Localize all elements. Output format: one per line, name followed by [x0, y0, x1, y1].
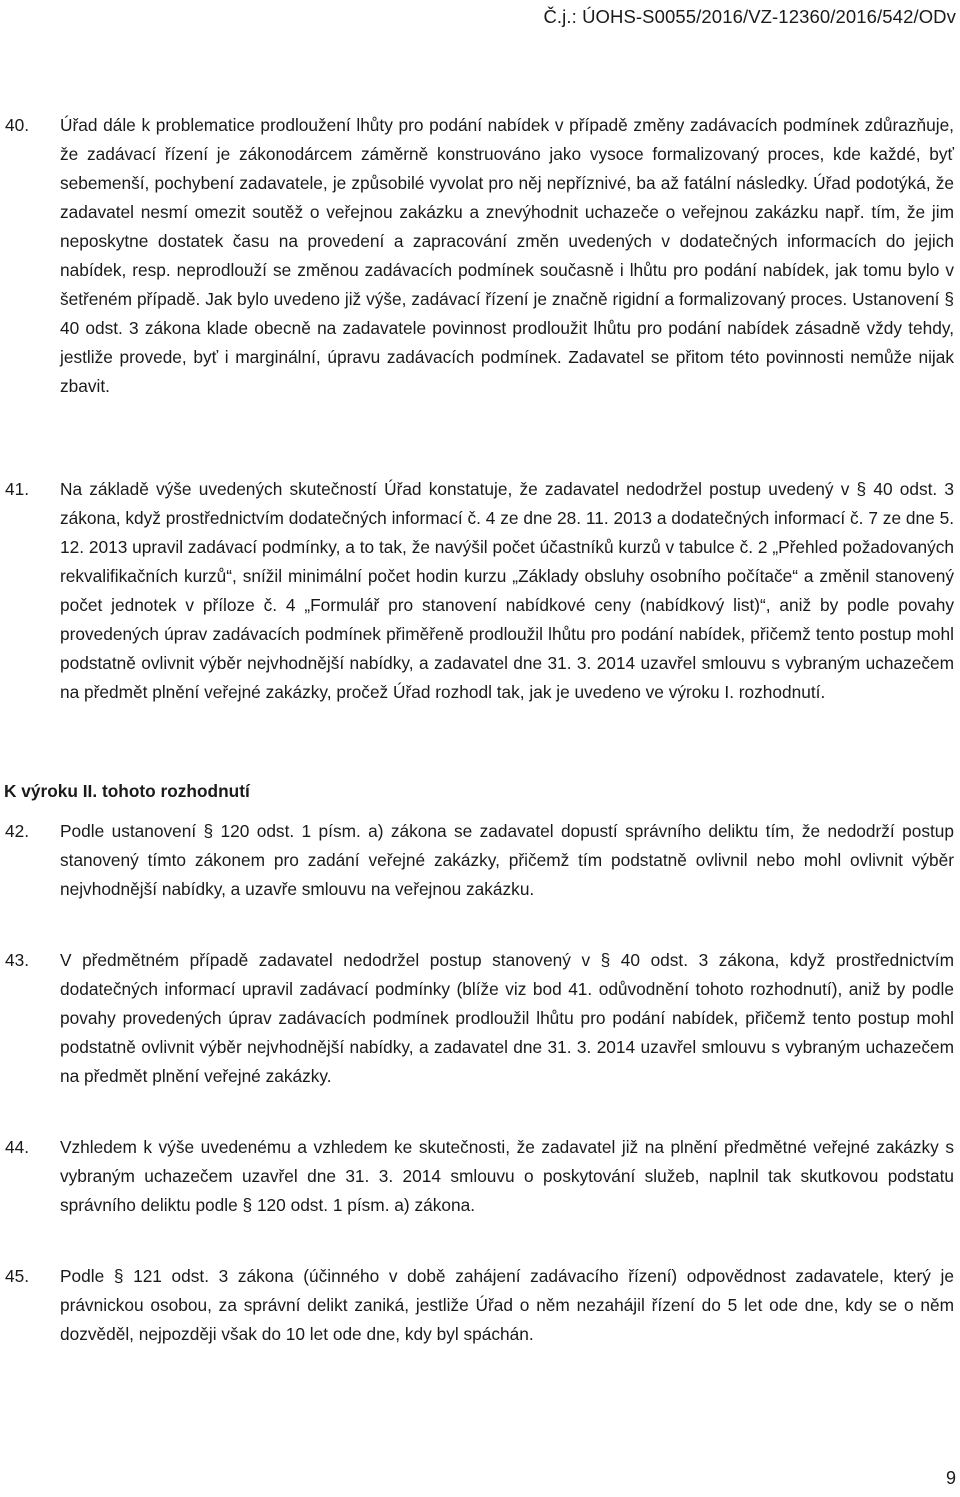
document-reference: Č.j.: ÚOHS-S0055/2016/VZ-12360/2016/542/ODv [543, 6, 956, 27]
paragraph-text: V předmětném případě zadavatel nedodržel postup stanovený v § 40 odst. 3 zákona, když prostřednictvím dodatečných informací upravil zadávací podmínky (blíže viz bod 41. odůvodnění tohoto rozhodnutí), aniž by podle povahy provedených úprav zadávacích podmínek prodloužil lhůtu pro podání nabídek, přičemž tento postup mohl podstatně ovlivnit výběr nejvhodnější nabídky, a zadavatel dne 31. 3. 2014 uzavřel smlouvu s vybraným uchazečem na předmět plnění veřejné zakázky. [60, 950, 954, 1086]
paragraph-number: 43. [5, 950, 30, 970]
paragraph-number: 41. [5, 479, 30, 499]
paragraph-text: Podle § 121 odst. 3 zákona (účinného v době zahájení zadávacího řízení) odpovědnost zadavatele, který je právnickou osobou, za správní delikt zaniká, jestliže Úřad o něm nezahájil řízení do 5 let ode dne, kdy se o něm dozvěděl, nejpozději však do 10 let ode dne, kdy byl spáchán. [60, 1266, 954, 1344]
paragraph-text: Podle ustanovení § 120 odst. 1 písm. a) zákona se zadavatel dopustí správního deliktu tím, že nedodrží postup stanovený tímto zákonem pro zadání veřejné zakázky, přičemž tím podstatně ovlivnil nebo mohl ovlivnit výběr nejvhodnější nabídky, a uzavře smlouvu na veřejnou zakázku. [60, 821, 954, 899]
paragraph-text: Vzhledem k výše uvedenému a vzhledem ke skutečnosti, že zadavatel již na plnění předmětné veřejné zakázky s vybraným uchazečem uzavřel dne 31. 3. 2014 smlouvu o poskytování služeb, naplnil tak skutkovou podstatu správního deliktu podle § 120 odst. 1 písm. a) zákona. [60, 1137, 954, 1215]
paragraph-number: 44. [5, 1137, 30, 1157]
paragraph-number: 42. [5, 821, 30, 841]
section-heading: K výroku II. tohoto rozhodnutí [4, 781, 250, 801]
page-number: 9 [945, 1468, 956, 1488]
paragraph-number: 40. [5, 115, 30, 135]
paragraph-number: 45. [5, 1266, 30, 1286]
paragraph-text: Na základě výše uvedených skutečností Úřad konstatuje, že zadavatel nedodržel postup uvedený v § 40 odst. 3 zákona, když prostřednictvím dodatečných informací č. 4 ze dne 28. 11. 2013 a dodatečných informací č. 7 ze dne 5. 12. 2013 upravil zadávací podmínky, a to tak, že navýšil počet účastníků kurzů v tabulce č. 2 „Přehled požadovaných rekvalifikačních kurzů“, snížil minimální počet hodin kurzu „Základy obsluhy osobního počítače“ a změnil stanovený počet jednotek v příloze č. 4 „Formulář pro stanovení nabídkové ceny (nabídkový list)“, aniž by podle povahy provedených úprav zadávacích podmínek přiměřeně prodloužil lhůtu pro podání nabídek, přičemž tento postup mohl podstatně ovlivnit výběr nejvhodnější nabídky, a zadavatel dne 31. 3. 2014 uzavřel smlouvu s vybraným uchazečem na předmět plnění veřejné zakázky, pročež Úřad rozhodl tak, jak je uvedeno ve výroku I. rozhodnutí. [60, 479, 954, 702]
paragraph-text: Úřad dále k problematice prodloužení lhůty pro podání nabídek v případě změny zadávacích podmínek zdůrazňuje, že zadávací řízení je zákonodárcem záměrně konstruováno jako vysoce formalizovaný proces, kde každé, byť sebemenší, pochybení zadavatele, je způsobilé vyvolat pro něj nepříznivé, ba až fatální následky. Úřad podotýká, že zadavatel nesmí omezit soutěž o veřejnou zakázku a znevýhodnit uchazeče o veřejnou zakázku např. tím, že jim neposkytne dostatek času na provedení a zapracování změn uvedených v dodatečných informacích do jejich nabídek, resp. neprodlouží se změnou zadávacích podmínek současně i lhůtu pro podání nabídek, jak tomu bylo v šetřeném případě. Jak bylo uvedeno již výše, zadávací řízení je značně rigidní a formalizovaný proces. Ustanovení § 40 odst. 3 zákona klade obecně na zadavatele povinnost prodloužit lhůtu pro podání nabídek zásadně vždy tehdy, jestliže provede, byť i marginální, úpravu zadávacích podmínek. Zadavatel se přitom této povinnosti nemůže nijak zbavit. [60, 115, 954, 396]
